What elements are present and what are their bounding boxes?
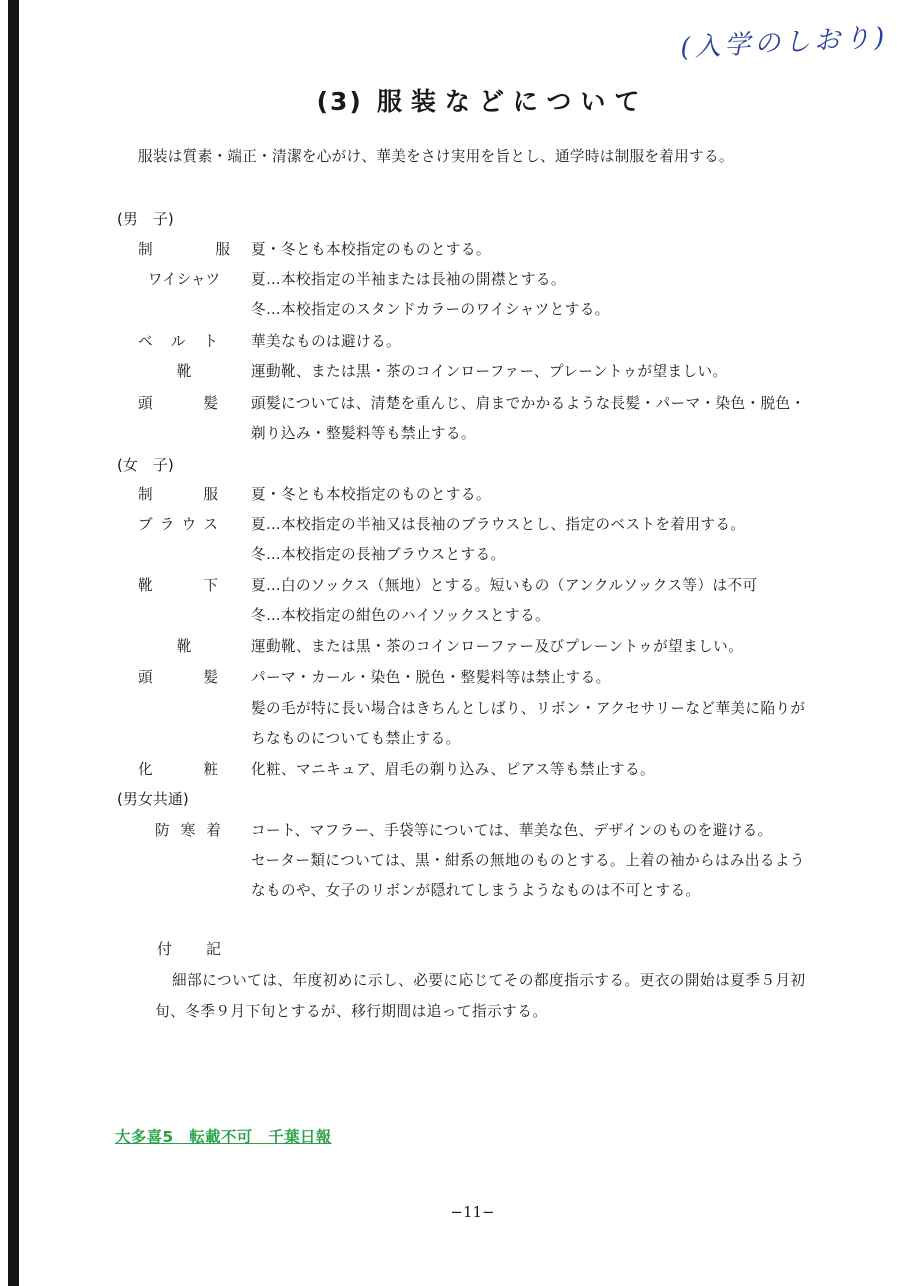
page-number: −11− bbox=[450, 1203, 495, 1221]
item-text: コート、マフラー、手袋等については、華美な色、デザインのものを避ける。 bbox=[251, 822, 773, 839]
item-label: 制 服 bbox=[138, 486, 218, 503]
item-label: 制 服 bbox=[138, 241, 230, 258]
item-text: 冬…本校指定の長袖ブラウスとする。 bbox=[251, 546, 506, 563]
item-text: 夏・冬とも本校指定のものとする。 bbox=[251, 241, 491, 258]
item-text: 冬…本校指定のスタンドカラーのワイシャツとする。 bbox=[251, 301, 610, 318]
item-label: 頭 髪 bbox=[138, 395, 218, 412]
item-text: 頭髪については、清楚を重んじ、肩までかかるような長髪・パーマ・染色・脱色・ bbox=[251, 395, 806, 412]
item-label: ワイシャツ bbox=[147, 271, 221, 288]
item-text: 華美なものは避ける。 bbox=[251, 333, 401, 350]
intro-paragraph: 服装は質素・端正・清潔を心がけ、華美をさけ実用を旨とし、通学時は制服を着用する。 bbox=[138, 148, 734, 165]
item-text: なものや、女子のリボンが隠れてしまうようなものは不可とする。 bbox=[251, 882, 701, 899]
item-text: 夏…白のソックス（無地）とする。短いもの（アンクルソックス等）は不可 bbox=[251, 577, 758, 594]
item-text: 夏…本校指定の半袖又は長袖のブラウスとし、指定のベストを着用する。 bbox=[251, 516, 746, 533]
male-heading: (男 子) bbox=[117, 210, 174, 228]
item-label: 防 寒 着 bbox=[155, 822, 221, 839]
item-label: 化 粧 bbox=[138, 761, 218, 778]
item-text: ちなものについても禁止する。 bbox=[251, 730, 461, 747]
item-label: 靴 bbox=[176, 363, 192, 380]
item-text: 剃り込み・整髪料等も禁止する。 bbox=[251, 425, 476, 442]
note-heading: 付 記 bbox=[157, 940, 222, 958]
item-text: パーマ・カール・染色・脱色・整髪料等は禁止する。 bbox=[251, 669, 611, 686]
handwritten-note: (入学のしおり) bbox=[679, 22, 890, 64]
item-label: 靴 bbox=[176, 638, 192, 655]
item-label: 頭 髪 bbox=[138, 669, 218, 686]
item-text: 化粧、マニキュア、眉毛の剃り込み、ピアス等も禁止する。 bbox=[251, 761, 655, 778]
item-label: ブ ラ ウ ス bbox=[138, 516, 218, 533]
item-text: 運動靴、または黒・茶のコインローファー及びプレーントゥが望ましい。 bbox=[251, 638, 744, 655]
reprint-stamp: 大多喜5 転載不可 千葉日報 bbox=[115, 1128, 332, 1146]
female-heading: (女 子) bbox=[117, 456, 174, 474]
section-number: (3) bbox=[316, 87, 363, 116]
section-title: 服装などについて bbox=[376, 87, 649, 116]
page-title bbox=[0, 82, 909, 118]
item-label: 靴 下 bbox=[138, 577, 218, 594]
item-text: 冬…本校指定の紺色のハイソックスとする。 bbox=[251, 607, 551, 624]
item-text: 髪の毛が特に長い場合はきちんとしばり、リボン・アクセサリーなど華美に陥りが bbox=[251, 700, 806, 717]
note-line-2: 旬、冬季９月下旬とするが、移行期間は追って指示する。 bbox=[155, 1003, 548, 1020]
common-heading: (男女共通) bbox=[117, 790, 189, 808]
item-text: 夏・冬とも本校指定のものとする。 bbox=[251, 486, 491, 503]
item-text: 夏…本校指定の半袖または長袖の開襟とする。 bbox=[251, 271, 566, 288]
note-line-1: 細部については、年度初めに示し、必要に応じてその都度指示する。更衣の開始は夏季５月初 bbox=[172, 972, 806, 989]
item-label: ベ ル ト bbox=[138, 333, 218, 350]
scan-edge-bar bbox=[8, 0, 19, 1286]
item-text: セーター類については、黒・紺系の無地のものとする。上着の袖からはみ出るよう bbox=[251, 852, 805, 869]
item-text: 運動靴、または黒・茶のコインローファー、プレーントゥが望ましい。 bbox=[251, 363, 728, 380]
